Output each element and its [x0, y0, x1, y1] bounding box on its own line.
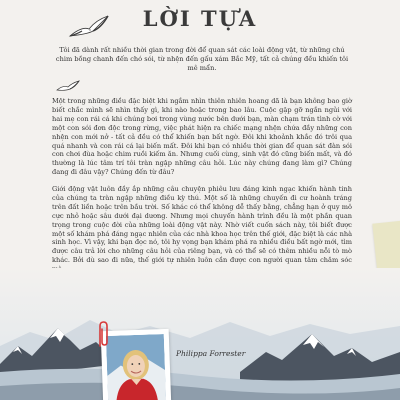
body-paragraph: Một trong những điều đặc biệt khi ngắm nhìn thiên nhiên hoang dã là bạn không bao giờ biết chắc mình sẽ nhìn thấy gì, khi nào hoặc trong bao lâu. Cuộc gặp gỡ ngắn ngủi với hai mẹ con rái cá khi chúng bơi trong vùng nước bên dưới bạn, màn chạm trán tình cờ với một con sói đơn độc trong rừng, việc phát hiện ra chiếc mạng nhện chứa đầy những con nhện con mới nở - tất cả đều có thể khiến bạn bất ngờ. Đôi khi khoảnh khắc đó trôi qua quá nhanh và con rái cá lại biến mất. Đôi khi bạn có nhiều thời gian để quan sát đàn sói con chơi đùa hoặc chim ruồi kiếm ăn. Nhưng cuối cùng, sinh vật đó cũng biến mất, và đó thường là lúc tâm trí tôi tràn ngập những câu hỏi. Lúc này chúng đang làm gì? Chúng đang đi đâu vậy? Chúng đến từ đâu? [52, 97, 352, 177]
author-photo [101, 329, 172, 400]
paperclip-icon [96, 320, 110, 350]
seabird-icon [56, 80, 80, 94]
intro-paragraph: Tôi đã dành rất nhiều thời gian trong đời để quan sát các loài động vật, từ những chú chim bồng chanh đến chó sói, từ nhện đến gấu xám Bắc Mỹ, tất cả chúng đều khiến tôi mê mẩn. [55, 46, 349, 72]
body-paragraph: Giới động vật luôn đầy ắp những câu chuyện phiêu lưu đáng kinh ngạc khiến hành tinh của chúng ta tràn ngập những điều kỳ thú. Một số là những chuyến đi cư hoành tráng trên đất liền hoặc trên bầu trời. Số khác có thể không dễ thấy bằng, chẳng hạn ở quy mô cực nhỏ hoặc sâu dưới đại dương. Nhưng mọi chuyến hành trình đều là một phần quan trọng trong cuộc đời của những loài động vật này. Nhờ viết cuốn sách này, tôi biết được một số khám phá đáng ngạc nhiên của các nhà khoa học trên thế giới, đặc biệt là các nhà sinh học. Vì vậy, khi bạn đọc nó, tôi hy vọng bạn khám phá ra nhiều điều bất ngờ mới, tìm được câu trả lời cho những câu hỏi của riêng bạn, và có thể sẽ có thêm nhiều nỗi tò mò khác. Bởi dù sao đi nữa, thế giới tự nhiên luôn cần được con người quan tâm chăm sóc [52, 185, 352, 265]
mountain-illustration [0, 268, 400, 400]
author-signature: Philippa Forrester [176, 349, 246, 358]
page-title: LỜI TỰA [142, 6, 258, 31]
